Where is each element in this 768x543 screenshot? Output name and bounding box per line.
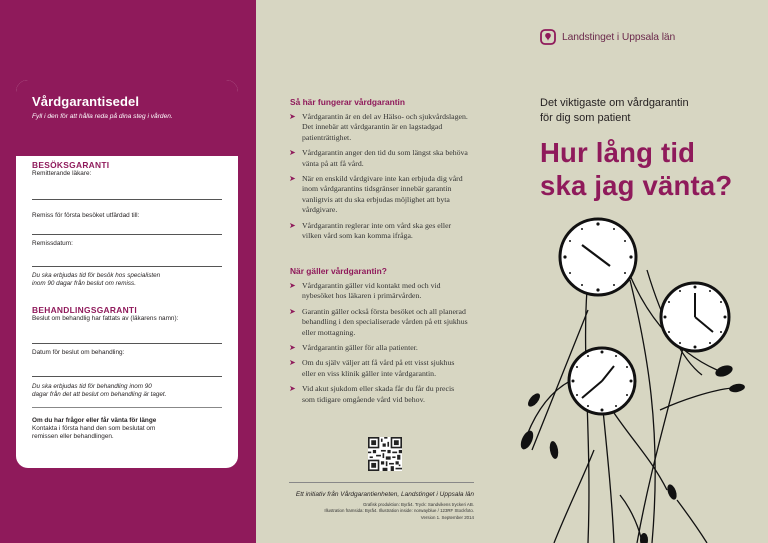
when-applies-list (289, 281, 469, 410)
treatment-decision-line (32, 343, 222, 344)
list-item: ➤ Vårdgarantin anger den tid du som längst ska behöva vänta på att få vård. (289, 148, 468, 168)
treatment-note-1: Du ska erbjudas tid för behandling inom 90 (32, 383, 152, 390)
list-item: ➤ Vårdgarantin gäller vid kontakt med och vid nybesöket hos läkaren i primärvården. (289, 281, 441, 301)
clock-flowers-illustration (512, 200, 768, 543)
logo (540, 29, 675, 45)
treatment-decision-label: Beslut om behandlig har fattats av (läkarens namn): (32, 315, 179, 322)
list-item: ➤ Vårdgarantin är en del av Hälso- och sjukvårdslagen. Det innebär att vårdgarantin är en lagstadgad patienträttighet. (289, 112, 468, 142)
how-it-works-list (289, 112, 469, 246)
visit-note-2: inom 90 dagar från beslut om remiss. (32, 280, 136, 287)
footer-credits (260, 502, 474, 521)
footer-rule (289, 482, 474, 483)
intro-line: för dig som patient (540, 111, 631, 124)
arrow-icon: ➤ (289, 358, 296, 368)
main-title-line: ska jag vänta? (540, 170, 733, 201)
list-item: ➤ Om du själv väljer att få vård på ett visst sjukhus eller en viss klinik gäller inte vårdgarantin. (289, 358, 455, 378)
arrow-icon: ➤ (289, 174, 296, 184)
main-title (540, 136, 732, 202)
referral-date-label: Remissdatum: (32, 240, 73, 247)
list-item: ➤ Garantin gäller också första besöket och all planerad behandling i den specialiserade vården på ett sjukhus eller mottagning. (289, 306, 468, 337)
arrow-icon: ➤ (289, 384, 296, 394)
decision-date-line (32, 376, 222, 377)
visit-guarantee-title: BESÖKSGARANTI (32, 160, 110, 170)
card-subtitle: Fyll i den för att hålla reda på dina steg i vården. (32, 113, 173, 120)
arrow-icon: ➤ (289, 220, 296, 230)
arrow-icon: ➤ (289, 148, 296, 158)
list-item: ➤ Vårdgarantin gäller för alla patienter. (289, 343, 418, 353)
clock-icon (560, 219, 636, 295)
card-divider (32, 407, 222, 408)
landstinget-logo-icon (540, 29, 556, 45)
arrow-icon: ➤ (289, 343, 296, 353)
intro-text (540, 96, 689, 125)
footer-credit-line: Grafisk produktion: Byrå4. Tryck: Sandvikens tryckeri AB. (362, 502, 474, 507)
clock-icon (661, 283, 729, 351)
arrow-icon: ➤ (289, 281, 296, 290)
footer-initiative: Ett initiativ från Vårdgarantienheten, Landstinget i Uppsala län (295, 491, 474, 498)
clock-icon (569, 348, 635, 414)
treatment-note-2: dagar från det att beslut om behandling är taget. (32, 391, 167, 398)
how-it-works-heading: Så här fungerar vårdgarantin (290, 97, 405, 107)
list-item: ➤ När en enskild vårdgivare inte kan erbjuda dig vård inom vårdgarantins tidsgränser innebär garantin vanligtvis att du ska erbjudas möjlighet att byta vårdgivare. (289, 174, 463, 215)
arrow-icon: ➤ (289, 112, 296, 121)
questions-text-2: remissen eller behandlingen. (32, 433, 114, 440)
logo-text: Landstinget i Uppsala län (562, 31, 676, 43)
decision-date-label: Datum för beslut om behandling: (32, 349, 125, 356)
referral-issued-label: Remiss för första besöket utfärdad till: (32, 212, 140, 219)
questions-heading: Om du har frågor eller får vänta för länge (32, 417, 157, 424)
list-item: ➤ Vid akut sjukdom eller skada får du får du precis som tidigare omgående vård vid behov. (289, 384, 455, 404)
arrow-icon: ➤ (289, 306, 296, 316)
waiting-guarantee-card (16, 80, 238, 468)
referring-doctor-label: Remitterande läkare: (32, 170, 92, 177)
list-item: ➤ Vårdgarantin reglerar inte om vård ska ges eller vilken vård som kan komma ifråga. (289, 220, 452, 241)
card-header (16, 80, 238, 156)
when-applies-heading: När gäller vårdgarantin? (290, 266, 387, 276)
card-title: Vårdgarantisedel (32, 94, 140, 109)
qr-code (368, 437, 402, 471)
referral-date-line (32, 266, 222, 267)
visit-note-1: Du ska erbjudas tid för besök hos specialisten (32, 272, 161, 279)
treatment-guarantee-title: BEHANDLINGSGARANTI (32, 305, 137, 315)
main-title-line: Hur lång tid (540, 137, 696, 168)
questions-text-1: Kontakta i första hand den som beslutat om (32, 425, 156, 432)
intro-line: Det viktigaste om vårdgarantin (540, 97, 689, 109)
footer-version: Version 1. September 2014 (420, 514, 474, 520)
referral-issued-line (32, 234, 222, 235)
referring-doctor-line (32, 199, 222, 200)
footer-credit-line: Illustration framsida: Byrå4. Illustration inside: norwayblue / 123RF Stockfoto. (324, 508, 474, 514)
